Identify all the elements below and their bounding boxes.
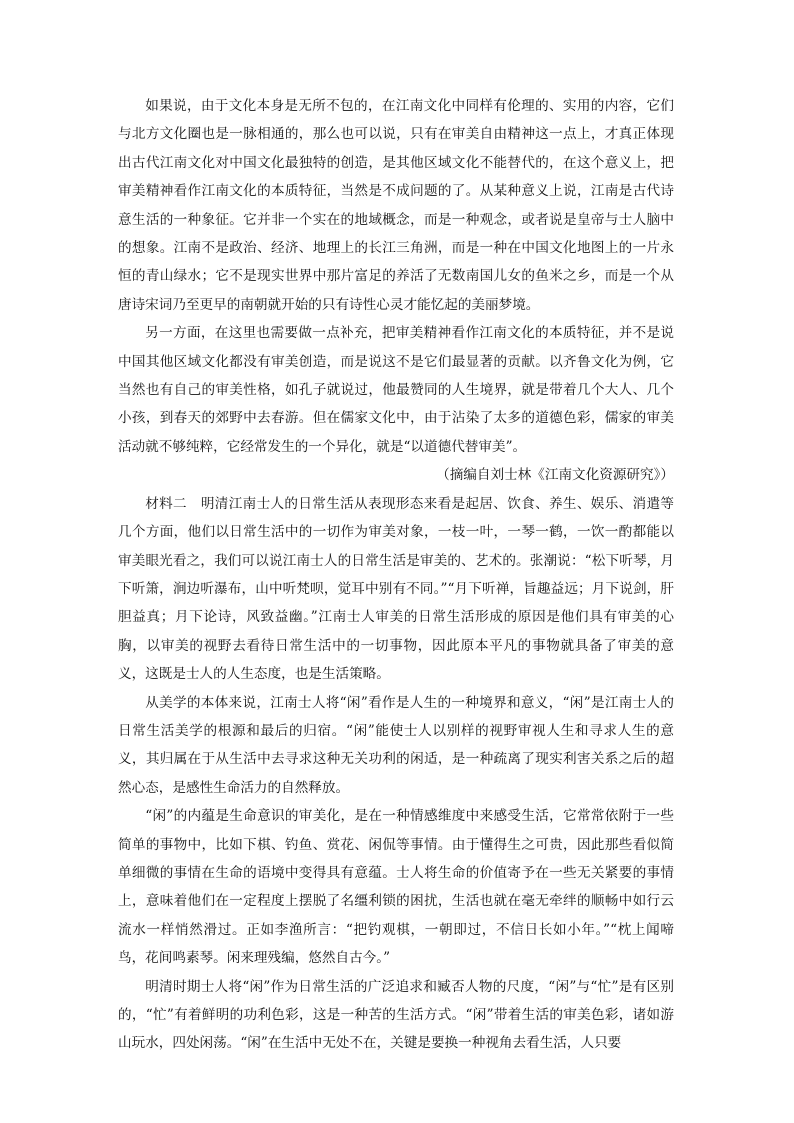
paragraph-leisure-vs-busy: 明清时期士人将“闲”作为日常生活的广泛追求和臧否人物的尺度，“闲”与“忙”是有区别的，“忙”有着鲜明的功利色彩，这是一种苦的生活方式。“闲”带着生活的审美色彩，诸如游山玩水，四处闲荡。“闲”在生活中无处不在，关键是要换一种视角去看生活，人只要 <box>118 978 674 1052</box>
source-citation: （摘编自刘士林《江南文化资源研究》） <box>436 467 674 484</box>
document-page <box>118 92 674 1058</box>
paragraph-material-two: 材料二 明清江南士人的日常生活从表现形态来看是起居、饮食、养生、娱乐、消遣等几个方面，他们以日常生活中的一切作为审美对象，一枝一叶，一琴一鹤，一饮一酌都能以审美眼光看之，我们可以说江南士人的日常生活是审美的、艺术的。张潮说：“松下听琴，月下听箫，涧边听瀑布，山中听梵呗，觉耳中别有不同。”“月下听禅，旨趣益远；月下说剑，肝胆益真；月下论诗，风致益幽。”江南士人审美的日常生活形成的原因是他们具有审美的心胸，以审美的视野去看待日常生活中的一切事物，因此原本平凡的事物就具备了审美的意义，这既是士人的人生态度，也是生活策略。 <box>118 495 674 683</box>
paragraph-leisure-ontology: 从美学的本体来说，江南士人将“闲”看作是人生的一种境界和意义，“闲”是江南士人的日常生活美学的根源和最后的归宿。“闲”能使士人以别样的视野审视人生和寻求人生的意义，其归属在于从生活中去寻求这种无关功利的闲适，是一种疏离了现实利害关系之后的超然心态，是感性生命活力的自然释放。 <box>118 694 674 796</box>
paragraph-jiangnan-aesthetic-spirit: 如果说，由于文化本身是无所不包的，在江南文化中同样有伦理的、实用的内容，它们与北方文化圈也是一脉相通的，那么也可以说，只有在审美自由精神这一点上，才真正体现出古代江南文化对中国文化最独特的创造，是其他区域文化不能替代的，在这个意义上，把审美精神看作江南文化的本质特征，当然是不成问题的了。从某种意义上说，江南是古代诗意生活的一种象征。它并非一个实在的地域概念，而是一种观念，或者说是皇帝与士人脑中的想象。江南不是政治、经济、地理上的长江三角洲，而是一种在中国文化地图上的一片永恒的青山绿水；它不是现实世界中那片富足的养活了无数南国儿女的鱼米之乡，而是一个从唐诗宋词乃至更早的南朝就开始的只有诗性心灵才能忆起的美丽梦境。 <box>118 98 674 313</box>
paragraph-other-regional-cultures: 另一方面，在这里也需要做一点补充，把审美精神看作江南文化的本质特征，并不是说中国其他区域文化都没有审美创造，而是说这不是它们最显著的贡献。以齐鲁文化为例，它当然也有自己的审美性格，如孔子就说过，他最赞同的人生境界，就是带着几个大人、几个小孩，到春天的郊野中去春游。但在儒家文化中，由于沾染了太多的道德色彩，儒家的审美活动就不够纯粹，它经常发生的一个异化，就是“以道德代替审美”。 <box>118 325 674 455</box>
paragraph-leisure-connotation: “闲”的内蕴是生命意识的审美化，是在一种情感维度中来感受生活，它常常依附于一些简单的事物中，比如下棋、钓鱼、赏花、闲侃等事情。由于懂得生之可贵，因此那些看似简单细微的事情在生命的语境中变得具有意蕴。士人将生命的价值寄予在一些无关紧要的事情上，意味着他们在一定程度上摆脱了名缰利锁的困扰，生活也就在毫无牵绊的顺畅中如行云流水一样悄然滑过。正如李渔所言：“把钓观棋，一朝即过，不信日长如小年。”“枕上闻啼鸟，花间鸣素琴。闲来理残编，悠然自古今。” <box>118 808 674 967</box>
